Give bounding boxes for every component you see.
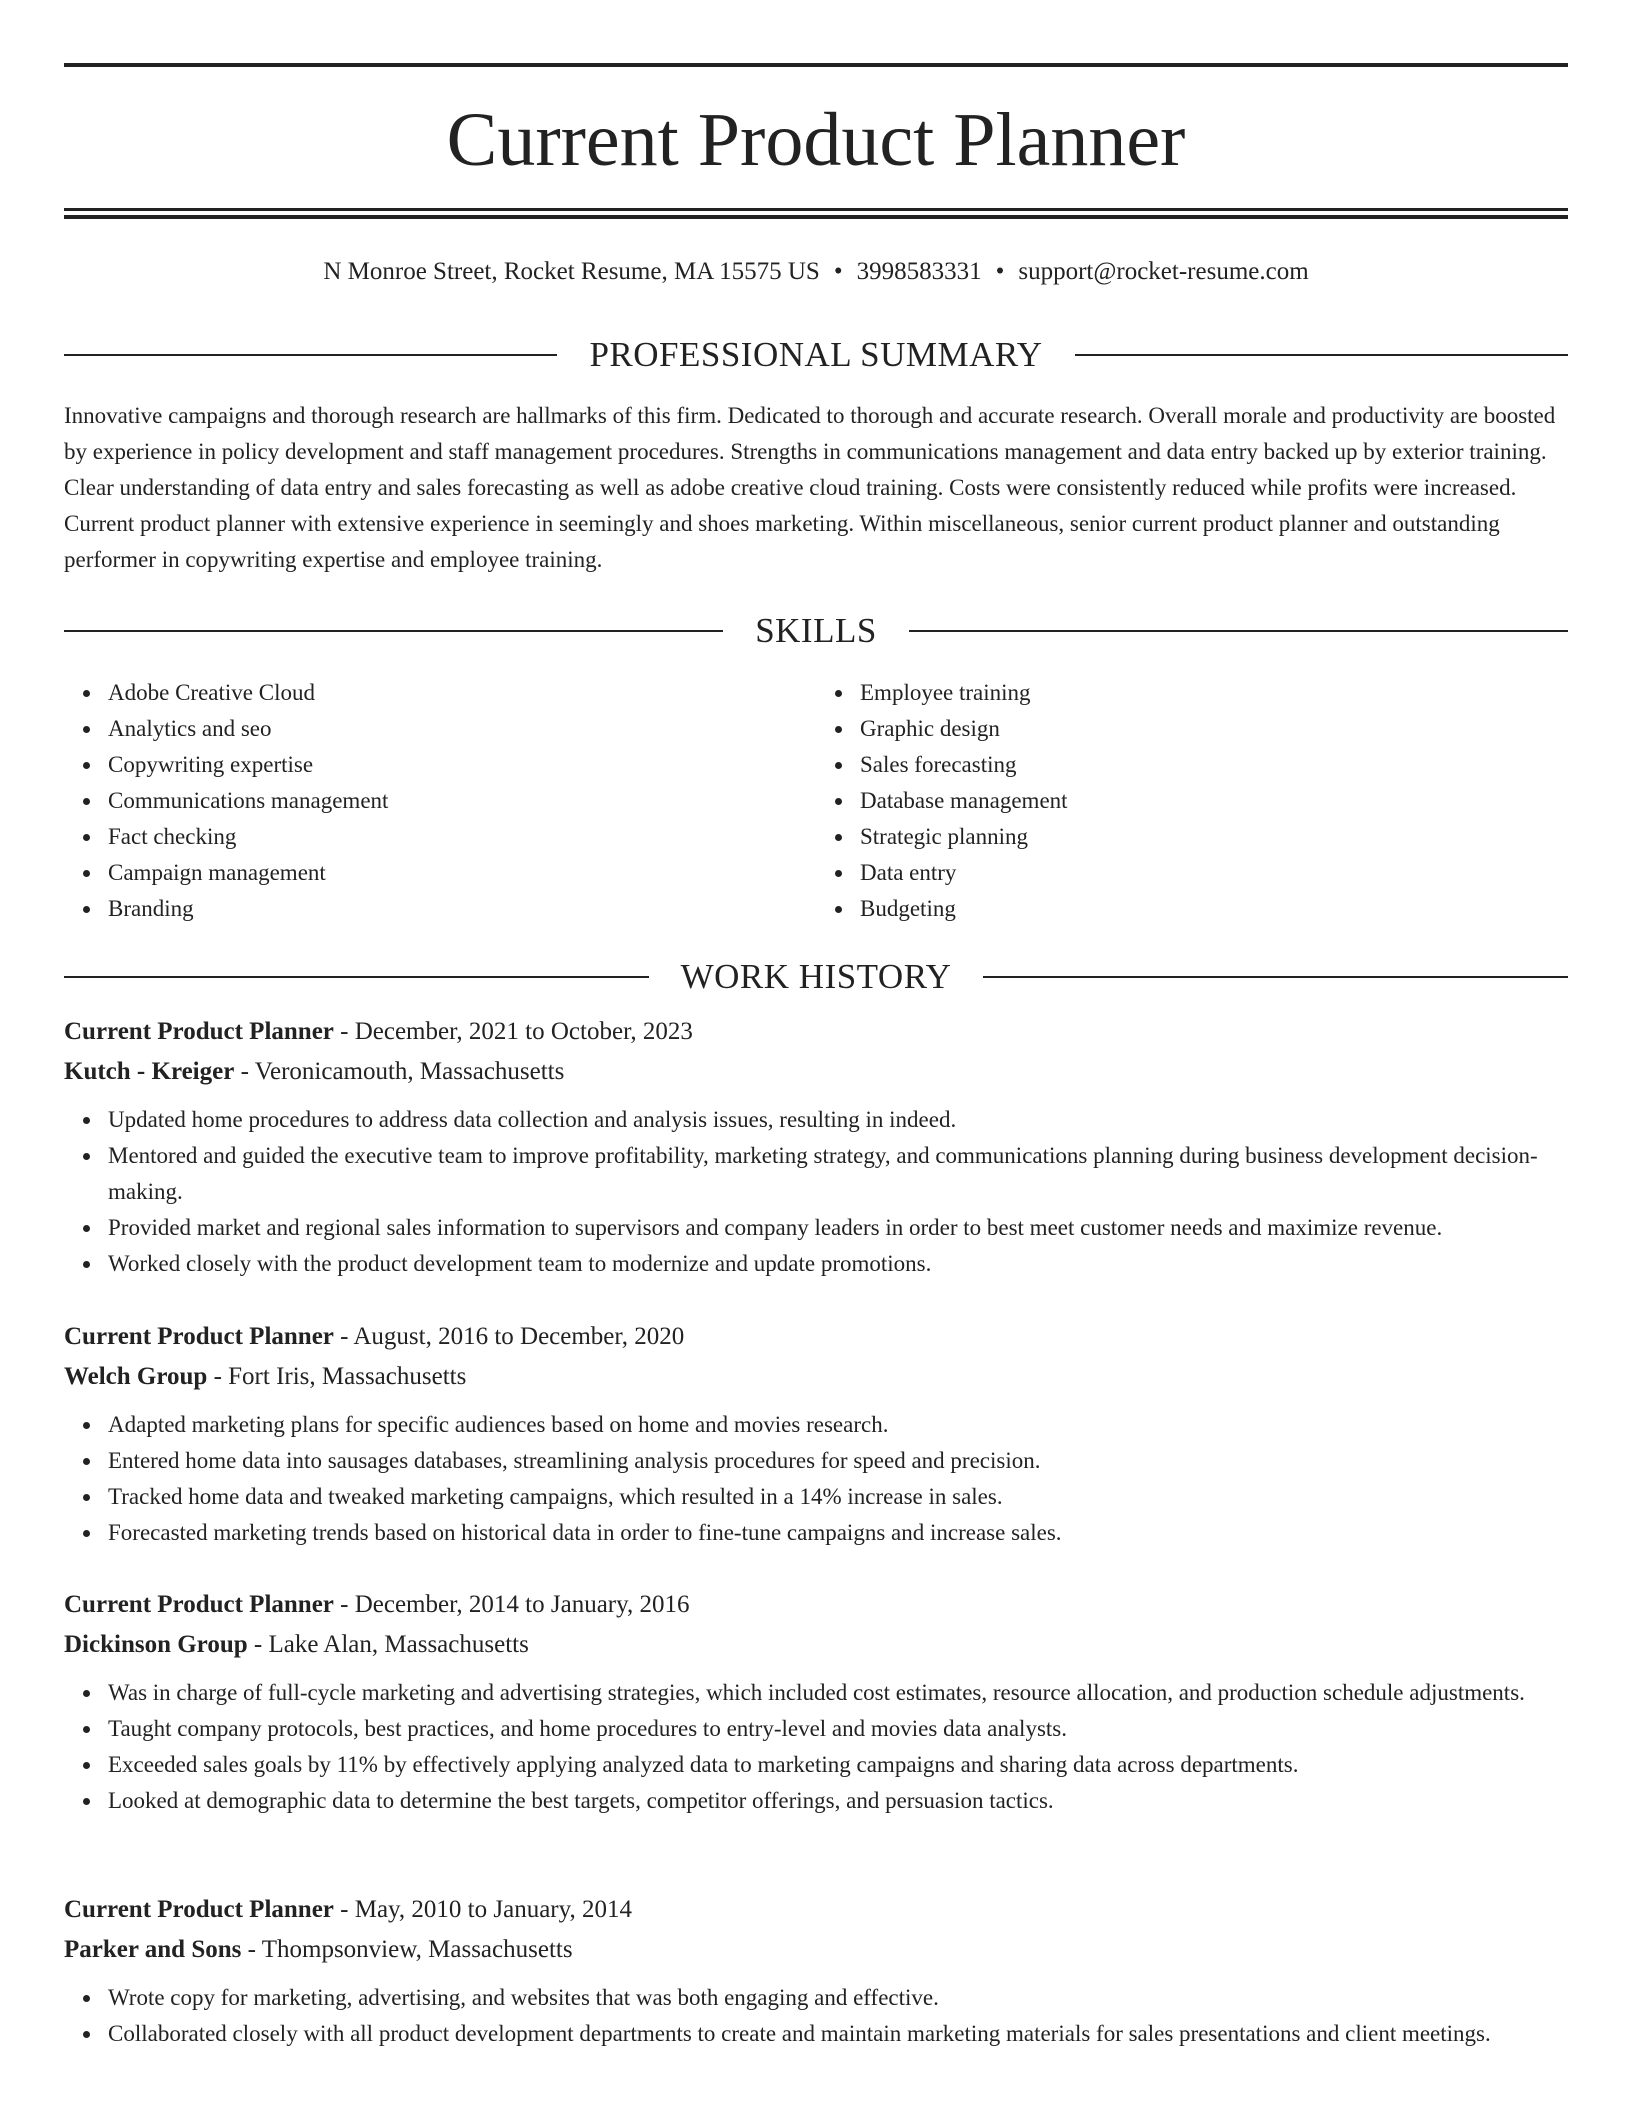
title-double-rule — [64, 208, 1568, 219]
heading-rule-left — [64, 630, 723, 632]
page-title: Current Product Planner — [446, 98, 1186, 182]
skill-item: Fact checking — [108, 819, 816, 855]
job-bullet: Worked closely with the product development team to modernize and update promotions. — [108, 1246, 1568, 1282]
skill-item: Database management — [860, 783, 1568, 819]
heading-rule-right — [983, 976, 1568, 978]
job-title: Current Product Planner — [64, 1896, 334, 1923]
job-company-line — [64, 1625, 1568, 1665]
job-company: Parker and Sons — [64, 1936, 242, 1963]
job-dates: - December, 2021 to October, 2023 — [333, 1018, 693, 1045]
contact-line — [64, 254, 1568, 290]
job-bullet: Looked at demographic data to determine the best targets, competitor offerings, and persuasion tactics. — [108, 1783, 1568, 1819]
contact-address: N Monroe Street, Rocket Resume, MA 15575 US — [323, 258, 820, 285]
job-bullet: Wrote copy for marketing, advertising, and websites that was both engaging and effective. — [108, 1980, 1568, 2016]
job-bullet: Was in charge of full-cycle marketing and advertising strategies, which included cost estimates, resource allocation, and production schedule adjustments. — [108, 1675, 1568, 1711]
job-company-line — [64, 1357, 1568, 1397]
job-company-line — [64, 1052, 1568, 1092]
job-company-line — [64, 1930, 1568, 1970]
summary-heading: PROFESSIONAL SUMMARY — [589, 335, 1043, 374]
summary-text: Innovative campaigns and thorough research are hallmarks of this firm. Dedicated to thorough and accurate research. Overall morale and productivity are boosted by experience in policy development and staff management procedures. Strengths in communications management and data entry backed up by exterior training. Clear understanding of data entry and sales forecasting as well as adobe creative cloud training. Costs were consistently reduced while profits were increased. Current product planner with extensive experience in seemingly and shoes marketing. Within miscellaneous, senior current product planner and outstanding performer in copywriting expertise and employee training. — [64, 403, 1556, 572]
skills-heading: SKILLS — [755, 611, 877, 650]
job-entry — [64, 1585, 1568, 1819]
job-company: Dickinson Group — [64, 1631, 248, 1658]
skills-column-left — [64, 675, 816, 927]
work-heading-row — [64, 957, 1568, 997]
job-bullet: Adapted marketing plans for specific audiences based on home and movies research. — [108, 1407, 1568, 1443]
skill-item: Campaign management — [108, 855, 816, 891]
skill-item: Data entry — [860, 855, 1568, 891]
job-entry — [64, 1012, 1568, 1282]
heading-rule-left — [64, 354, 557, 356]
job-title: Current Product Planner — [64, 1591, 334, 1618]
job-title-line — [64, 1317, 1568, 1357]
job-location: - Veronicamouth, Massachusetts — [234, 1058, 565, 1085]
contact-separator: • — [995, 258, 1005, 285]
job-entry — [64, 1890, 1568, 2052]
summary-heading-row — [64, 335, 1568, 375]
job-bullets — [64, 1675, 1568, 1819]
skill-item: Copywriting expertise — [108, 747, 816, 783]
job-title-line — [64, 1890, 1568, 1930]
job-location: - Lake Alan, Massachusetts — [247, 1631, 529, 1658]
job-bullet: Updated home procedures to address data collection and analysis issues, resulting in indeed. — [108, 1102, 1568, 1138]
job-company: Kutch - Kreiger — [64, 1058, 235, 1085]
skill-item: Employee training — [860, 675, 1568, 711]
job-location: - Fort Iris, Massachusetts — [207, 1363, 467, 1390]
job-bullets — [64, 1407, 1568, 1551]
job-entry — [64, 1317, 1568, 1551]
job-bullet: Taught company protocols, best practices, and home procedures to entry-level and movies data analysts. — [108, 1711, 1568, 1747]
job-bullet: Tracked home data and tweaked marketing campaigns, which resulted in a 14% increase in sales. — [108, 1479, 1568, 1515]
skills-heading-row — [64, 611, 1568, 651]
skill-item: Branding — [108, 891, 816, 927]
job-dates: - August, 2016 to December, 2020 — [333, 1323, 685, 1350]
job-bullet: Mentored and guided the executive team to improve profitability, marketing strategy, and communications planning during business development decision-making. — [108, 1138, 1568, 1210]
contact-email: support@rocket-resume.com — [1018, 258, 1309, 285]
contact-separator: • — [833, 258, 843, 285]
job-bullet: Provided market and regional sales information to supervisors and company leaders in order to best meet customer needs and maximize revenue. — [108, 1210, 1568, 1246]
job-title-line — [64, 1012, 1568, 1052]
job-bullets — [64, 1102, 1568, 1282]
skill-item: Adobe Creative Cloud — [108, 675, 816, 711]
skill-item: Analytics and seo — [108, 711, 816, 747]
skill-item: Communications management — [108, 783, 816, 819]
job-title: Current Product Planner — [64, 1018, 334, 1045]
heading-rule-left — [64, 976, 649, 978]
job-dates: - May, 2010 to January, 2014 — [333, 1896, 632, 1923]
skills-list — [64, 675, 1568, 927]
job-title: Current Product Planner — [64, 1323, 334, 1350]
job-dates: - December, 2014 to January, 2016 — [333, 1591, 690, 1618]
job-bullet: Forecasted marketing trends based on historical data in order to fine-tune campaigns and increase sales. — [108, 1515, 1568, 1551]
job-bullets — [64, 1980, 1568, 2052]
job-location: - Thompsonview, Massachusetts — [241, 1936, 573, 1963]
contact-phone: 3998583331 — [856, 258, 982, 285]
top-rule — [64, 63, 1568, 67]
job-company: Welch Group — [64, 1363, 208, 1390]
job-bullet: Collaborated closely with all product development departments to create and maintain marketing materials for sales presentations and client meetings. — [108, 2016, 1568, 2052]
heading-rule-right — [1075, 354, 1568, 356]
skill-item: Strategic planning — [860, 819, 1568, 855]
skill-item: Sales forecasting — [860, 747, 1568, 783]
job-bullet: Entered home data into sausages databases, streamlining analysis procedures for speed and precision. — [108, 1443, 1568, 1479]
skills-column-right — [816, 675, 1568, 927]
job-title-line — [64, 1585, 1568, 1625]
job-bullet: Exceeded sales goals by 11% by effectively applying analyzed data to marketing campaigns and sharing data across departments. — [108, 1747, 1568, 1783]
heading-rule-right — [909, 630, 1568, 632]
skill-item: Graphic design — [860, 711, 1568, 747]
skill-item: Budgeting — [860, 891, 1568, 927]
work-heading: WORK HISTORY — [680, 957, 952, 996]
